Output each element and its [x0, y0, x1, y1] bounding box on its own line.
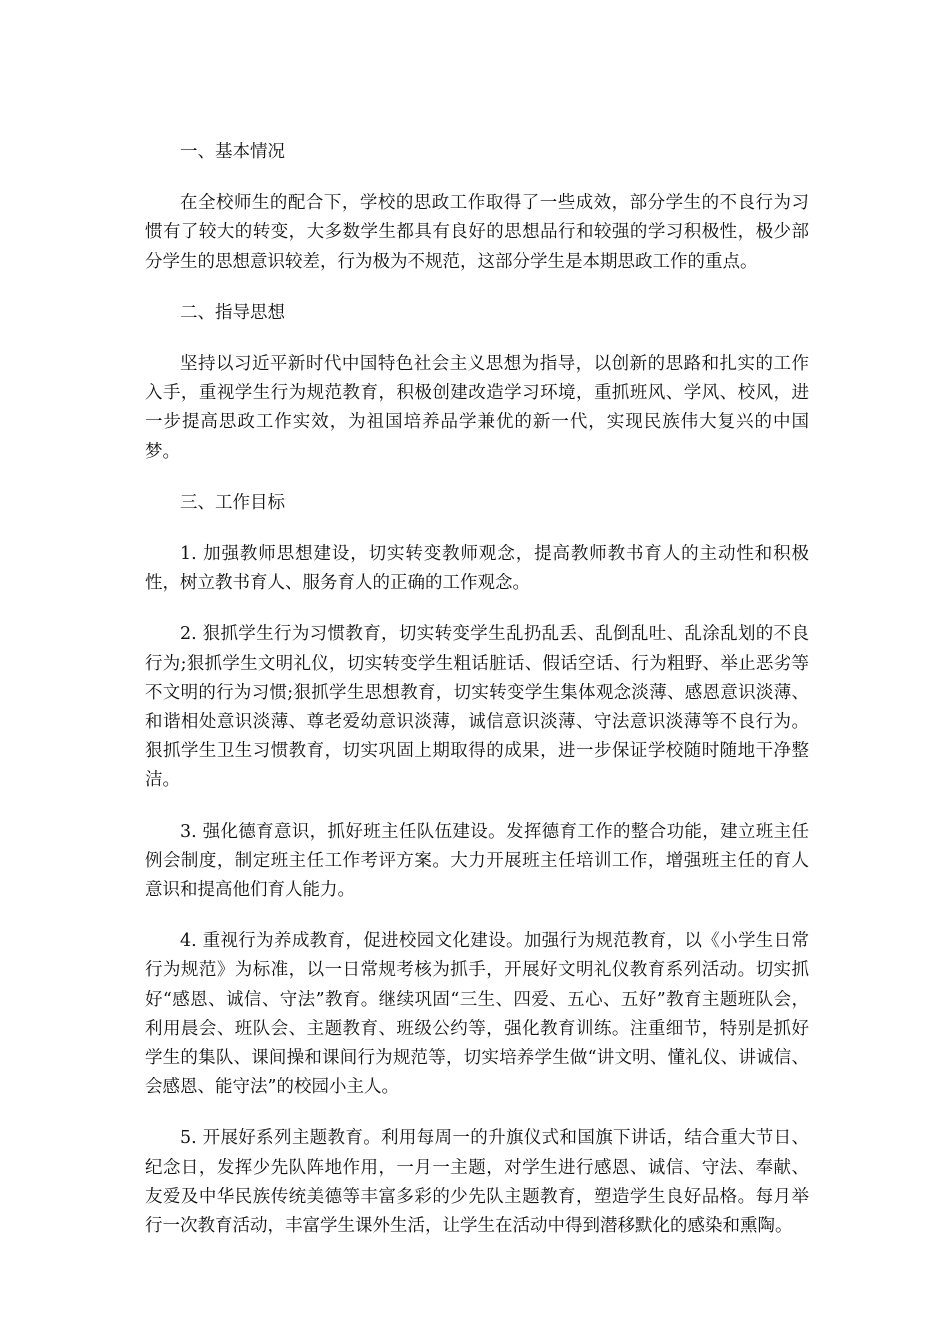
goal-item-3: 3. 强化德育意识，抓好班主任队伍建设。发挥德育工作的整合功能，建立班主任例会制度，制定班主任工作考评方案。大力开展班主任培训工作，增强班主任的育人意识和提高他们育人能力。	[145, 821, 809, 901]
goal-item-4: 4. 重视行为养成教育，促进校园文化建设。加强行为规范教育，以《小学生日常行为规范》为标准，以一日常规考核为抓手，开展好文明礼仪教育系列活动。切实抓好“感恩、诚信、守法”教育。继续巩固“三生、四爱、五心、五好”教育主题班队会，利用晨会、班队会、主题教育、班级公约等，强化教育训练。注重细节，特别是抓好学生的集队、课间操和课间行为规范等，切实培养学生做“讲文明、懂礼仪、讲诚信、会感恩、能守法”的校园小主人。	[145, 931, 809, 1098]
paragraph-guiding-ideology: 坚持以习近平新时代中国特色社会主义思想为指导，以创新的思路和扎实的工作入手，重视学生行为规范教育，积极创建改造学习环境，重抓班风、学风、校风，进一步提高思政工作实效，为祖国培养品学兼优的新一代，实现民族伟大复兴的中国梦。	[145, 354, 809, 462]
section-heading-guiding-ideology: 二、指导思想	[180, 302, 285, 323]
document-body	[145, 138, 809, 1263]
goal-item-2: 2. 狠抓学生行为习惯教育，切实转变学生乱扔乱丢、乱倒乱吐、乱涂乱划的不良行为;狠抓学生文明礼仪，切实转变学生粗话脏话、假话空话、行为粗野、举止恶劣等不文明的行为习惯;狠抓学生思想教育，切实转变学生集体观念淡薄、感恩意识淡薄、和谐相处意识淡薄、尊老爱幼意识淡薄，诚信意识淡薄、守法意识淡薄等不良行为。狠抓学生卫生习惯教育，切实巩固上期取得的成果，进一步保证学校随时随地干净整洁。	[145, 624, 809, 791]
goal-item-1: 1. 加强教师思想建设，切实转变教师观念，提高教师教书育人的主动性和积极性，树立教书育人、服务育人的正确的工作观念。	[145, 544, 809, 594]
paragraph-basic-situation: 在全校师生的配合下，学校的思政工作取得了一些成效，部分学生的不良行为习惯有了较大的转变，大多数学生都具有良好的思想品行和较强的学习积极性，极少部分学生的思想意识较差，行为极为不规范，这部分学生是本期思政工作的重点。	[145, 193, 809, 272]
goal-item-5: 5. 开展好系列主题教育。利用每周一的升旗仪式和国旗下讲话，结合重大节日、纪念日，发挥少先队阵地作用，一月一主题，对学生进行感恩、诚信、守法、奉献、友爱及中华民族传统美德等丰富多彩的少先队主题教育，塑造学生良好品格。每月举行一次教育活动，丰富学生课外生活，让学生在活动中得到潜移默化的感染和熏陶。	[145, 1128, 809, 1237]
section-heading-basic-situation: 一、基本情况	[180, 142, 285, 162]
section-heading-work-goals: 三、工作目标	[180, 492, 285, 513]
